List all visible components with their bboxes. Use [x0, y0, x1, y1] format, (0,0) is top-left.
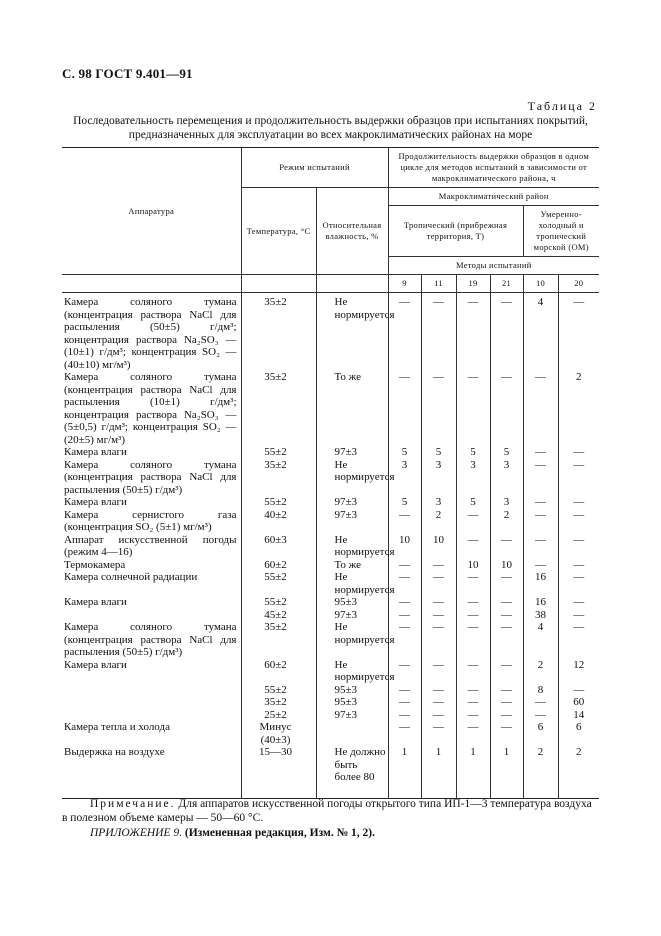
value-cell: 5: [421, 446, 456, 459]
humidity-cell: Не нормируется: [316, 293, 388, 372]
value-cell: —: [421, 709, 456, 722]
table-row: [62, 371, 599, 446]
col-mode: Режим испытаний: [241, 148, 388, 188]
value-cell: 3: [456, 459, 490, 497]
value-cell: —: [421, 684, 456, 697]
value-cell: —: [388, 371, 421, 446]
value-cell: —: [523, 509, 558, 534]
apparatus-cell: [62, 609, 241, 622]
value-cell: —: [421, 559, 456, 572]
value-cell: —: [388, 559, 421, 572]
apparatus-cell: [62, 684, 241, 697]
table-row: [62, 459, 599, 497]
value-cell: —: [558, 621, 599, 659]
value-cell: —: [490, 571, 523, 596]
col-methods: Методы испытаний: [388, 257, 599, 275]
apparatus-cell: [62, 709, 241, 722]
temperature-cell: 40±2: [241, 509, 316, 534]
method-spacer-apparatus: [62, 275, 241, 293]
value-cell: —: [558, 571, 599, 596]
value-cell: —: [456, 684, 490, 697]
value-cell: —: [490, 721, 523, 746]
humidity-cell: Не нормируется: [316, 571, 388, 596]
note-text: Для аппаратов искусственной погоды открытого типа ИП-1—3 температура воздуха в полезном объеме камеры — 50—60 °С.: [62, 798, 592, 824]
value-cell: —: [456, 696, 490, 709]
value-cell: —: [388, 596, 421, 609]
appendix-text: (Измененная редакция, Изм. № 1, 2).: [184, 827, 375, 839]
value-cell: 2: [523, 659, 558, 684]
humidity-cell: Не нормируется: [316, 534, 388, 559]
temperature-cell: Минус (40±3): [241, 721, 316, 746]
value-cell: —: [421, 609, 456, 622]
value-cell: 5: [388, 446, 421, 459]
table-head: [62, 148, 599, 293]
col-humidity: Относительная влажность, %: [316, 188, 388, 275]
method-number-row: [62, 275, 599, 293]
value-cell: —: [490, 659, 523, 684]
apparatus-cell: Камера соляного тумана (концентрация раствора NaCl для распыления (50±5) г/дм³): [62, 459, 241, 497]
table-row: [62, 709, 599, 722]
table-row: [62, 534, 599, 559]
appendix-label: ПРИЛОЖЕНИЕ 9.: [90, 827, 182, 839]
value-cell: 3: [421, 459, 456, 497]
value-cell: —: [523, 534, 558, 559]
humidity-cell: 97±3: [316, 709, 388, 722]
humidity-cell: 97±3: [316, 609, 388, 622]
value-cell: —: [490, 371, 523, 446]
value-cell: 38: [523, 609, 558, 622]
table-row: [62, 621, 599, 659]
humidity-cell: 97±3: [316, 446, 388, 459]
table-row: [62, 496, 599, 509]
method-spacer-humidity: [316, 275, 388, 293]
value-cell: —: [490, 293, 523, 372]
value-cell: 6: [523, 721, 558, 746]
value-cell: 5: [388, 496, 421, 509]
value-cell: —: [456, 571, 490, 596]
value-cell: —: [421, 293, 456, 372]
value-cell: 60: [558, 696, 599, 709]
value-cell: —: [388, 721, 421, 746]
value-cell: —: [523, 446, 558, 459]
value-cell: —: [421, 659, 456, 684]
value-cell: —: [456, 721, 490, 746]
humidity-cell: То же: [316, 371, 388, 446]
table-row: [62, 509, 599, 534]
temperature-cell: 35±2: [241, 459, 316, 497]
value-cell: 3: [490, 459, 523, 497]
value-cell: —: [421, 696, 456, 709]
temperature-cell: 55±2: [241, 596, 316, 609]
value-cell: 3: [421, 496, 456, 509]
apparatus-cell: Камера сернистого газа (концентрация SO₂ (5±1) мг/м³): [62, 509, 241, 534]
value-cell: 1: [490, 746, 523, 798]
value-cell: —: [558, 293, 599, 372]
col-duration: Продолжительность выдержки образцов в одном цикле для методов испытаний в зависимости от макроклиматического района, ч: [388, 148, 599, 188]
value-cell: —: [421, 621, 456, 659]
value-cell: 16: [523, 596, 558, 609]
method-number: 19: [456, 275, 490, 293]
apparatus-cell: Камера влаги: [62, 596, 241, 609]
value-cell: —: [558, 446, 599, 459]
note: [62, 797, 599, 825]
value-cell: —: [421, 721, 456, 746]
temperature-cell: 60±2: [241, 559, 316, 572]
table-row: [62, 684, 599, 697]
table-number: Таблица 2: [527, 99, 597, 113]
value-cell: 2: [421, 509, 456, 534]
temperature-cell: 55±2: [241, 571, 316, 596]
value-cell: —: [456, 609, 490, 622]
apparatus-cell: Выдержка на воздухе: [62, 746, 241, 798]
value-cell: —: [523, 559, 558, 572]
apparatus-cell: [62, 696, 241, 709]
note-label: Примечание.: [90, 798, 176, 810]
table-row: [62, 559, 599, 572]
value-cell: —: [456, 509, 490, 534]
value-cell: 4: [523, 293, 558, 372]
temperature-cell: 55±2: [241, 496, 316, 509]
humidity-cell: 95±3: [316, 596, 388, 609]
value-cell: —: [421, 371, 456, 446]
temperature-cell: 35±2: [241, 621, 316, 659]
table-row: [62, 446, 599, 459]
humidity-cell: 97±3: [316, 509, 388, 534]
value-cell: —: [523, 459, 558, 497]
humidity-cell: Не нормируется: [316, 621, 388, 659]
value-cell: —: [388, 621, 421, 659]
value-cell: 1: [388, 746, 421, 798]
value-cell: —: [523, 371, 558, 446]
apparatus-cell: Камера влаги: [62, 659, 241, 684]
value-cell: 12: [558, 659, 599, 684]
apparatus-cell: Камера соляного тумана (концентрация раствора NaCl для распыления (50±5) г/дм³; концентрация раствора Na₂SO₃ — (10±1) г/дм³; концентрация SO₂ — (40±10) мг/м³): [62, 293, 241, 372]
method-number: 21: [490, 275, 523, 293]
apparatus-cell: Камера влаги: [62, 496, 241, 509]
humidity-cell: Не должно быть более 80: [316, 746, 388, 798]
value-cell: —: [490, 709, 523, 722]
page-header: С. 98 ГОСТ 9.401—91: [62, 66, 193, 81]
value-cell: —: [523, 709, 558, 722]
value-cell: 2: [558, 371, 599, 446]
table-row: [62, 571, 599, 596]
value-cell: 2: [490, 509, 523, 534]
value-cell: —: [421, 571, 456, 596]
value-cell: 8: [523, 684, 558, 697]
table-row: [62, 746, 599, 798]
main-table: [62, 147, 599, 799]
value-cell: —: [388, 609, 421, 622]
value-cell: —: [558, 459, 599, 497]
method-number: 20: [558, 275, 599, 293]
value-cell: 10: [456, 559, 490, 572]
value-cell: —: [388, 684, 421, 697]
col-apparatus: Аппаратура: [62, 148, 241, 275]
value-cell: —: [490, 684, 523, 697]
humidity-cell: Не нормируется: [316, 659, 388, 684]
humidity-cell: [316, 721, 388, 746]
value-cell: —: [421, 596, 456, 609]
value-cell: 10: [388, 534, 421, 559]
value-cell: —: [558, 509, 599, 534]
table-row: [62, 696, 599, 709]
value-cell: 4: [523, 621, 558, 659]
value-cell: 5: [456, 446, 490, 459]
temperature-cell: 60±3: [241, 534, 316, 559]
value-cell: —: [558, 684, 599, 697]
table-row: [62, 609, 599, 622]
value-cell: —: [558, 496, 599, 509]
apparatus-cell: Камера соляного тумана (концентрация раствора NaCl для распыления (10±1) г/дм³; концентрация раствора Na₂SO₃ — (5±0,5) г/дм³; концентрация SO₂ — (20±5) мг/м³): [62, 371, 241, 446]
apparatus-cell: Аппарат искусственной погоды (режим 4—16): [62, 534, 241, 559]
value-cell: —: [490, 609, 523, 622]
col-moderate: Умеренно-холодный и тропический морской (ОМ): [523, 206, 599, 257]
value-cell: 2: [558, 746, 599, 798]
value-cell: 1: [456, 746, 490, 798]
value-cell: —: [456, 709, 490, 722]
value-cell: —: [490, 534, 523, 559]
value-cell: 3: [388, 459, 421, 497]
value-cell: 10: [421, 534, 456, 559]
value-cell: —: [558, 559, 599, 572]
value-cell: —: [490, 696, 523, 709]
value-cell: 2: [523, 746, 558, 798]
col-tropical: Тропический (прибрежная территория, Т): [388, 206, 523, 257]
value-cell: —: [388, 571, 421, 596]
appendix-line: [90, 827, 375, 839]
apparatus-cell: Камера соляного тумана (концентрация раствора NaCl для распыления (50±5) г/дм³): [62, 621, 241, 659]
value-cell: —: [388, 696, 421, 709]
value-cell: —: [490, 621, 523, 659]
value-cell: —: [388, 709, 421, 722]
temperature-cell: 55±2: [241, 446, 316, 459]
value-cell: —: [388, 509, 421, 534]
humidity-cell: 95±3: [316, 696, 388, 709]
humidity-cell: 95±3: [316, 684, 388, 697]
col-temperature: Температура, °С: [241, 188, 316, 275]
value-cell: —: [456, 596, 490, 609]
value-cell: —: [456, 621, 490, 659]
method-number: 10: [523, 275, 558, 293]
value-cell: —: [523, 496, 558, 509]
value-cell: 14: [558, 709, 599, 722]
value-cell: 6: [558, 721, 599, 746]
humidity-cell: 97±3: [316, 496, 388, 509]
value-cell: 10: [490, 559, 523, 572]
table-row: [62, 596, 599, 609]
value-cell: 5: [456, 496, 490, 509]
value-cell: —: [558, 609, 599, 622]
temperature-cell: 35±2: [241, 696, 316, 709]
temperature-cell: 35±2: [241, 371, 316, 446]
value-cell: —: [388, 659, 421, 684]
method-number: 11: [421, 275, 456, 293]
apparatus-cell: Камера солнечной радиации: [62, 571, 241, 596]
value-cell: —: [558, 596, 599, 609]
value-cell: 3: [490, 496, 523, 509]
temperature-cell: 45±2: [241, 609, 316, 622]
value-cell: 1: [421, 746, 456, 798]
apparatus-cell: Камера влаги: [62, 446, 241, 459]
table-row: [62, 721, 599, 746]
col-region: Макроклиматический район: [388, 188, 599, 206]
value-cell: —: [523, 696, 558, 709]
value-cell: —: [388, 293, 421, 372]
method-number: 9: [388, 275, 421, 293]
temperature-cell: 15—30: [241, 746, 316, 798]
temperature-cell: 55±2: [241, 684, 316, 697]
temperature-cell: 35±2: [241, 293, 316, 372]
method-spacer-temperature: [241, 275, 316, 293]
value-cell: —: [456, 534, 490, 559]
value-cell: —: [456, 371, 490, 446]
value-cell: 16: [523, 571, 558, 596]
humidity-cell: То же: [316, 559, 388, 572]
table-body: [62, 293, 599, 799]
table-row: [62, 293, 599, 372]
temperature-cell: 25±2: [241, 709, 316, 722]
table-caption: Последовательность перемещения и продолжительность выдержки образцов при испытаниях покрытий, предназначенных для эксплуатации во всех макроклиматических районах на море: [73, 115, 588, 141]
table-row: [62, 659, 599, 684]
value-cell: —: [558, 534, 599, 559]
value-cell: 5: [490, 446, 523, 459]
temperature-cell: 60±2: [241, 659, 316, 684]
apparatus-cell: Камера тепла и холода: [62, 721, 241, 746]
humidity-cell: Не нормируется: [316, 459, 388, 497]
value-cell: —: [490, 596, 523, 609]
value-cell: —: [456, 293, 490, 372]
value-cell: —: [456, 659, 490, 684]
apparatus-cell: Термокамера: [62, 559, 241, 572]
